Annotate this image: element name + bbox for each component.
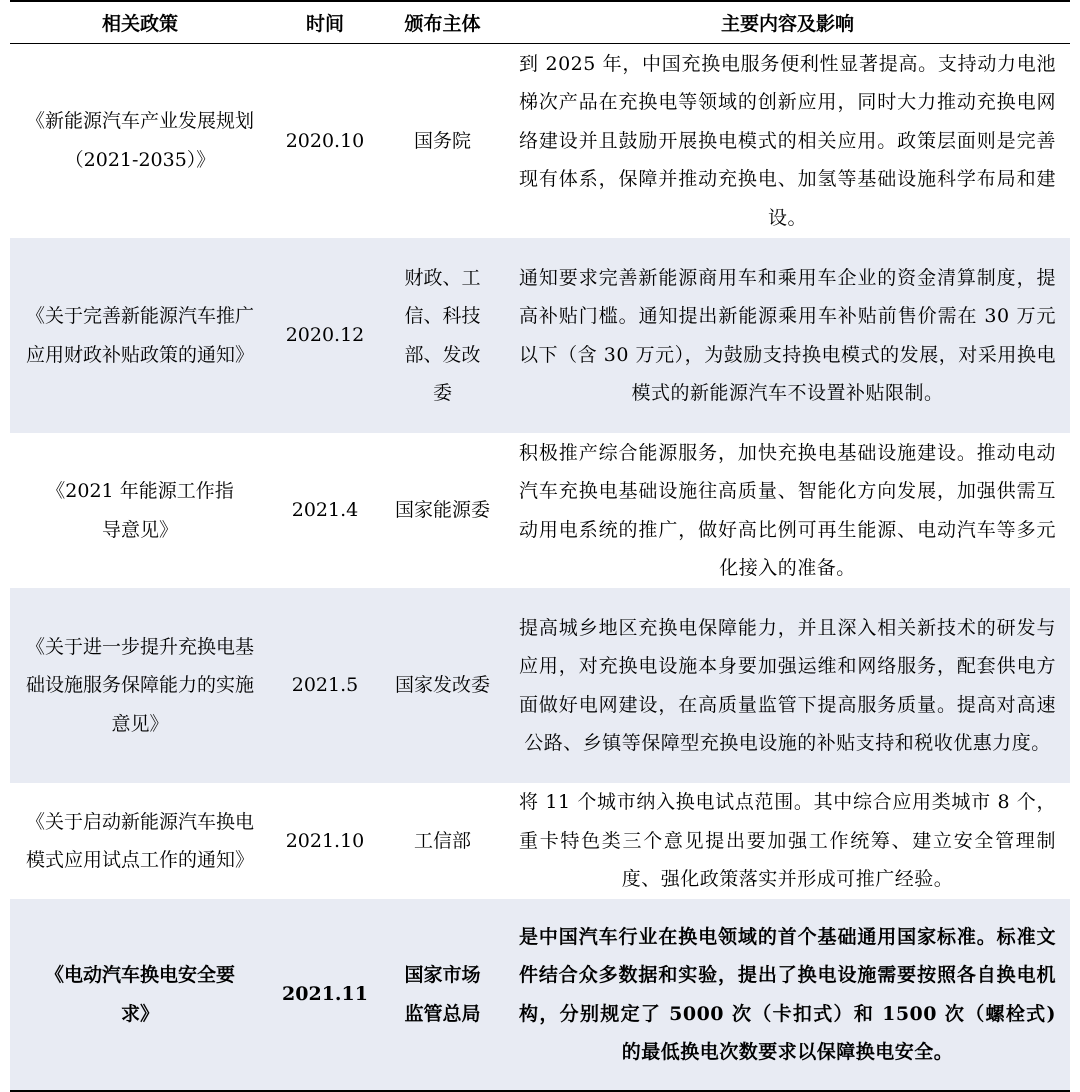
cell-policy: 《关于完善新能源汽车推广应用财政补贴政策的通知》: [25, 305, 254, 366]
cell-time: 2021.5: [291, 674, 359, 697]
cell-issuer: 工信部: [413, 829, 471, 852]
cell-policy: 《电动汽车换电安全要求》: [44, 964, 235, 1025]
header-issuer: 颁布主体: [404, 12, 481, 35]
header-content: 主要内容及影响: [720, 12, 854, 35]
cell-content: 是中国汽车行业在换电领域的首个基础通用国家标准。标准文件结合众多数据和实验，提出了换电设施需要按照各自换电机构，分别规定了 5000 次（卡扣式）和 1500 次（螺栓式)的最低换电次数要求以保障换电安全。: [519, 925, 1056, 1063]
header-policy: 相关政策: [101, 12, 178, 35]
table-row: [10, 899, 1070, 1091]
policy-table: [10, 0, 1070, 1092]
cell-policy: 《2021 年能源工作指导意见》: [46, 480, 234, 541]
cell-time: 2020.12: [285, 324, 365, 347]
table-row: [10, 238, 1070, 433]
table-body: [10, 43, 1070, 1091]
cell-time: 2021.10: [285, 829, 365, 852]
cell-content: 提高城乡地区充换电保障能力，并且深入相关新技术的研发与应用，对充换电设施本身要加强运维和网络服务，配套供电方面做好电网建设，在高质量监管下提高服务质量。提高对高速公路、乡镇等保障型充换电设施的补贴支持和税收优惠力度。: [519, 616, 1056, 754]
cell-time: 2021.11: [282, 983, 368, 1006]
cell-issuer: 财政、工信、科技部、发改委: [404, 266, 481, 404]
cell-issuer: 国家市场监管总局: [404, 964, 481, 1025]
cell-time: 2020.10: [285, 129, 365, 152]
table-row: [10, 783, 1070, 899]
table-header: [10, 1, 1070, 43]
cell-issuer: 国家能源委: [394, 499, 490, 522]
cell-policy: 《新能源汽车产业发展规划（2021-2035）》: [25, 110, 254, 171]
cell-time: 2021.4: [291, 499, 359, 522]
cell-content: 积极推产综合能源服务，加快充换电基础设施建设。推动电动汽车充换电基础设施往高质量、智能化方向发展，加强供需互动用电系统的推广，做好高比例可再生能源、电动汽车等多元化接入的准备。: [519, 441, 1056, 579]
header-time: 时间: [305, 12, 344, 35]
header-row: [10, 1, 1070, 43]
cell-issuer: 国家发改委: [394, 674, 490, 697]
cell-policy: 《关于进一步提升充换电基础设施服务保障能力的实施意见》: [25, 635, 254, 735]
cell-policy: 《关于启动新能源汽车换电模式应用试点工作的通知》: [25, 810, 254, 871]
cell-content: 通知要求完善新能源商用车和乘用车企业的资金清算制度，提高补贴门槛。通知提出新能源乘用车补贴前售价需在 30 万元以下（含 30 万元），为鼓励支持换电模式的发展，对采用换电模式的新能源汽车不设置补贴限制。: [519, 266, 1056, 404]
cell-issuer: 国务院: [413, 129, 471, 152]
cell-content: 到 2025 年，中国充换电服务便利性显著提高。支持动力电池梯次产品在充换电等领域的创新应用，同时大力推动充换电网络建设并且鼓励开展换电模式的相关应用。政策层面则是完善现有体系，保障并推动充换电、加氢等基础设施科学布局和建设。: [519, 52, 1056, 229]
table-row: [10, 43, 1070, 238]
table-row: [10, 433, 1070, 588]
table-row: [10, 588, 1070, 783]
cell-content: 将 11 个城市纳入换电试点范围。其中综合应用类城市 8 个，重卡特色类三个意见提出要加强工作统筹、建立安全管理制度、强化政策落实并形成可推广经验。: [519, 791, 1056, 891]
